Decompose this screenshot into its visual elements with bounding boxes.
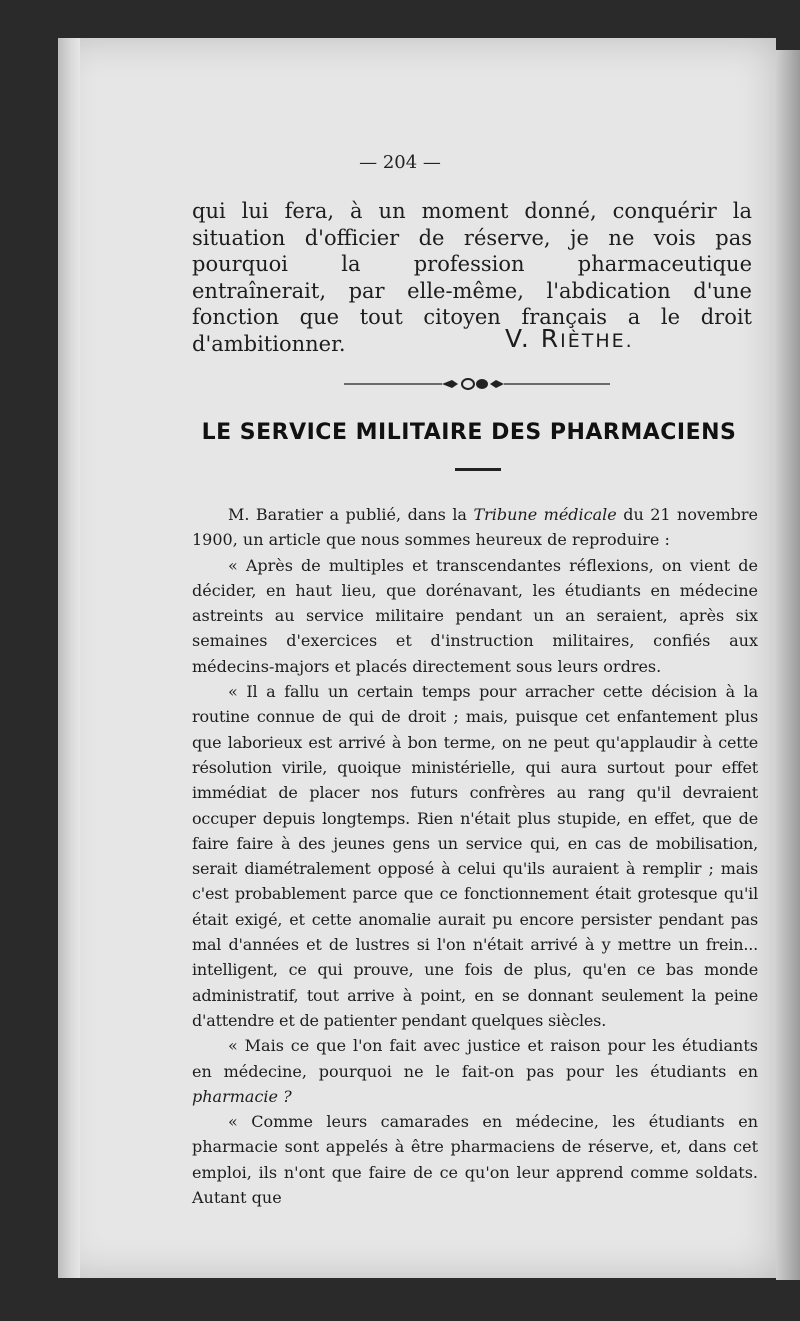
ornament-divider (344, 375, 610, 393)
continued-paragraph: qui lui fera, à un moment donné, conquérir la situation d'officier de réserve, je ne vois pas pourquoi la profession pharmaceutique entraînerait, par elle-même, l'abdication d'une fonction que tout citoyen français a le droit d'ambitionner. (192, 199, 752, 356)
article-body (192, 502, 758, 1210)
journal-name: Tribune médicale (473, 505, 617, 524)
paragraph-4-start: « Mais ce que l'on fait avec justice et raison pour les étudiants en médecine, pourquoi ne le fait-on pas pour les étudiants en (192, 1036, 758, 1081)
paragraph-5: « Comme leurs camarades en médecine, les étudiants en pharmacie sont appelés à être pharmaciens de réserve, et, dans cet emploi, ils n'ont que faire de ce qu'on leur apprend comme soldats. Autant que (192, 1112, 758, 1208)
signature-surname: IÈTHE. (560, 330, 634, 352)
paragraph-4 (192, 1033, 758, 1109)
article-title: LE SERVICE MILITAIRE DES PHARMACIENS (201, 420, 737, 445)
paragraph-1 (192, 502, 758, 553)
page-gutter (58, 38, 80, 1278)
author-signature (505, 324, 634, 353)
paragraph-3: « Il a fallu un certain temps pour arracher cette décision à la routine connue de qui de droit ; mais, puisque cet enfantement plus que laborieux est arrivé à bon terme, on ne peut qu'applaudir à cette résolution virile, quoique ministérielle, qui aura surtout pour effet immédiat de placer nos futurs confrères au rang qu'il devraient occuper depuis longtemps. Rien n'était plus stupide, en effet, que de faire faire à des jeunes gens un service qui, en cas de mobilisation, serait diamétralement opposé à celui qu'ils auraient à remplir ; mais c'est probablement parce que ce fonctionnement était grotesque qu'il était exigé, et cette anomalie aurait pu encore persister pendant pas mal d'années et de lustres si l'on n'était arrivé à y mettre un frein... intelligent, ce qui prouve, une fois de plus, qu'en ce bas monde administratif, tout arrive à point, en se donnant seulement la peine d'attendre et de patienter pendant quelques siècles. (192, 682, 758, 1030)
paragraph-4-italic: pharmacie ? (192, 1086, 292, 1106)
paragraph-1-start: M. Baratier a publié, dans la (228, 505, 474, 524)
signature-initial: V. R (505, 324, 561, 353)
page-stack-edge (776, 50, 800, 1280)
page-number: — 204 — (359, 152, 441, 173)
paragraph-1-end: du 21 novembre 1900, un article que nous sommes heureux de reproduire : (192, 505, 759, 550)
paragraph-2: « Après de multiples et transcendantes réflexions, on vient de décider, en haut lieu, que dorénavant, les étudiants en médecine astreints au service militaire pendant un an seraient, après six semaines d'exercices et d'instruction militaires, confiés aux médecins-majors et placés directement sous leurs ordres. (192, 555, 758, 676)
title-rule (455, 468, 501, 471)
